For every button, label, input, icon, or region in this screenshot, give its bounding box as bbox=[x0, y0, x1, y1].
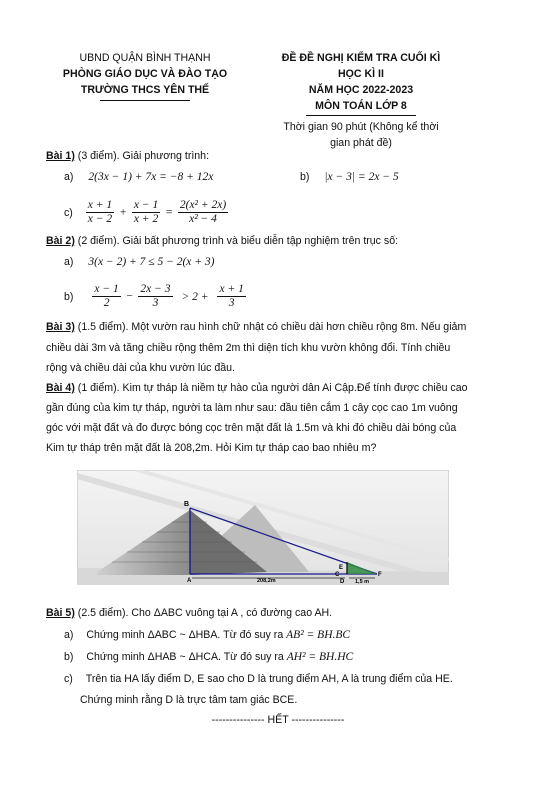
q5-b-label: b) bbox=[64, 651, 74, 663]
q5-c-line-1: Trên tia HA lấy điểm D, E sao cho D là trung điểm AH, A là trung điểm của HE. bbox=[85, 673, 453, 685]
q4-title: Bài 4) bbox=[46, 382, 75, 394]
q2-b-frac1: $\frac{x - 1}{2}$ bbox=[94, 283, 119, 309]
q2-a bbox=[64, 256, 215, 268]
q1-c-label: c) bbox=[64, 206, 73, 219]
q1-b bbox=[300, 171, 399, 183]
q1-b-label: b) bbox=[300, 171, 310, 183]
q5-b-math: AH² = BH.HC bbox=[286, 651, 354, 663]
school-year: NĂM HỌC 2022-2023 bbox=[308, 84, 414, 96]
q5-b-text: Chứng minh ΔHAB ~ ΔHCA. Từ đó suy ra bbox=[86, 651, 287, 663]
q1-c-frac3: $\frac{\text{2(x² + 2x)}}{\text{x² − 4}}$ bbox=[179, 199, 227, 225]
exam-semester: HỌC KÌ II bbox=[338, 68, 384, 80]
label-208m: 208,2m bbox=[257, 578, 276, 584]
department-name: PHÒNG GIÁO DỤC VÀ ĐÀO TẠO bbox=[62, 68, 228, 80]
q2-b: b) $\frac{x - 1}{2}$ − $\frac{2x - 3}{3}$ > 2 + $\frac{x + 1}{3}$ bbox=[64, 283, 244, 309]
q1-c: c) $\frac{x + 1}{x - 2}$ + $\frac{x - 1}{x + 2}$ = $\frac{\text{2(x² + 2x)}}{\text{x² − 4}}$ bbox=[64, 199, 227, 225]
time-line-1: Thời gian 90 phút (Không kể thời bbox=[283, 121, 439, 133]
q2-b-frac2: $\frac{2x - 3}{3}$ bbox=[140, 283, 171, 309]
q1-c-frac1: $\frac{x + 1}{x - 2}$ bbox=[87, 199, 113, 225]
school-underline bbox=[100, 100, 190, 101]
q2-title: Bài 2) bbox=[46, 235, 75, 247]
label-15m: 1,5 m bbox=[355, 579, 370, 585]
q1-title: Bài 1) bbox=[46, 150, 75, 162]
q3-line-2: chiều dài 3m và tăng chiều rộng thêm 2m thì diện tích khu vườn không đổi. Tính chiều bbox=[46, 342, 451, 354]
q1-b-expr: |x − 3| = 2x − 5 bbox=[324, 171, 399, 183]
q5-c-label: c) bbox=[64, 673, 73, 685]
q4-line-4: Kim tự tháp trên mặt đất là 208,2m. Hỏi Kim tự tháp cao bao nhiêu m? bbox=[46, 442, 377, 454]
q2-heading bbox=[46, 235, 398, 247]
q1-heading bbox=[46, 150, 209, 162]
school-name: TRƯỜNG THCS YÊN THẾ bbox=[80, 84, 210, 96]
exam-title: ĐỀ ĐỀ NGHỊ KIỂM TRA CUỐI KÌ bbox=[281, 52, 441, 64]
label-c: C bbox=[335, 572, 340, 578]
pyramid-figure bbox=[77, 470, 449, 585]
q1-a-label: a) bbox=[64, 171, 74, 183]
q3-line-3: rộng và chiều dài của khu vườn lúc đầu. bbox=[46, 362, 235, 374]
q2-b-mid: > 2 + bbox=[181, 290, 209, 303]
label-b: B bbox=[184, 501, 190, 508]
q4-line-1: Bài 4) (1 điểm). Kim tự tháp là niềm tự hào của người dân Ai Cập.Để tính được chiều cao bbox=[46, 382, 468, 394]
q1-a-expr: 2(3x − 1) + 7x = −8 + 12x bbox=[88, 171, 214, 183]
q5-heading bbox=[46, 607, 332, 619]
label-a: A bbox=[187, 578, 192, 584]
q3-line-1: Bài 3) (1.5 điểm). Một vườn rau hình chữ nhật có chiều dài hơn chiều rộng 8m. Nếu giảm bbox=[46, 321, 467, 333]
q3-title: Bài 3) bbox=[46, 321, 75, 333]
label-f: F bbox=[378, 572, 382, 578]
q5-b bbox=[64, 651, 353, 663]
district-name: UBND QUẬN BÌNH THẠNH bbox=[79, 52, 211, 64]
exam-header bbox=[245, 50, 477, 151]
school-header bbox=[40, 50, 250, 101]
time-line-2: gian phát đề) bbox=[330, 137, 392, 149]
q1-a bbox=[64, 171, 213, 183]
q2-a-label: a) bbox=[64, 256, 74, 268]
label-d: D bbox=[340, 579, 345, 585]
q2-b-frac3: $\frac{x + 1}{3}$ bbox=[219, 283, 244, 309]
q5-title: Bài 5) bbox=[46, 607, 75, 619]
q2-b-label: b) bbox=[64, 290, 74, 303]
q5-c bbox=[64, 673, 453, 685]
q5-a-text: Chứng minh ΔABC ~ ΔHBA. Từ đó suy ra bbox=[86, 629, 287, 641]
q5-intro: (2.5 điểm). Cho ΔABC vuông tại A , có đường cao AH. bbox=[74, 607, 333, 619]
q2-a-expr: 3(x − 2) + 7 ≤ 5 − 2(x + 3) bbox=[88, 256, 215, 268]
label-e: E bbox=[339, 565, 344, 571]
footer-end: --------------- HẾT --------------- bbox=[211, 714, 345, 726]
q1-c-frac2: $\frac{x - 1}{x + 2}$ bbox=[133, 199, 159, 225]
q5-a-math: AB² = BH.BC bbox=[286, 629, 351, 641]
q5-a-label: a) bbox=[64, 629, 74, 641]
q4-line-2: gần đúng của kim tự tháp, người ta làm như sau: đầu tiên cắm 1 cây cọc cao 1m vuông bbox=[46, 402, 458, 414]
q2-intro: (2 điểm). Giải bất phương trình và biểu diễn tập nghiệm trên trục số: bbox=[74, 235, 399, 247]
q4-line-3: góc với mặt đất và đo được bóng cọc trên mặt đất là 1.5m và khi đó chiều dài bóng của bbox=[46, 422, 457, 434]
q5-c-line-2: Chứng minh rằng D là trực tâm tam giác BCE. bbox=[80, 694, 298, 706]
q5-a bbox=[64, 629, 350, 641]
subject: MÔN TOÁN LỚP 8 bbox=[315, 100, 407, 112]
subject-underline bbox=[306, 115, 416, 116]
q1-intro: (3 điểm). Giải phương trình: bbox=[74, 150, 210, 162]
